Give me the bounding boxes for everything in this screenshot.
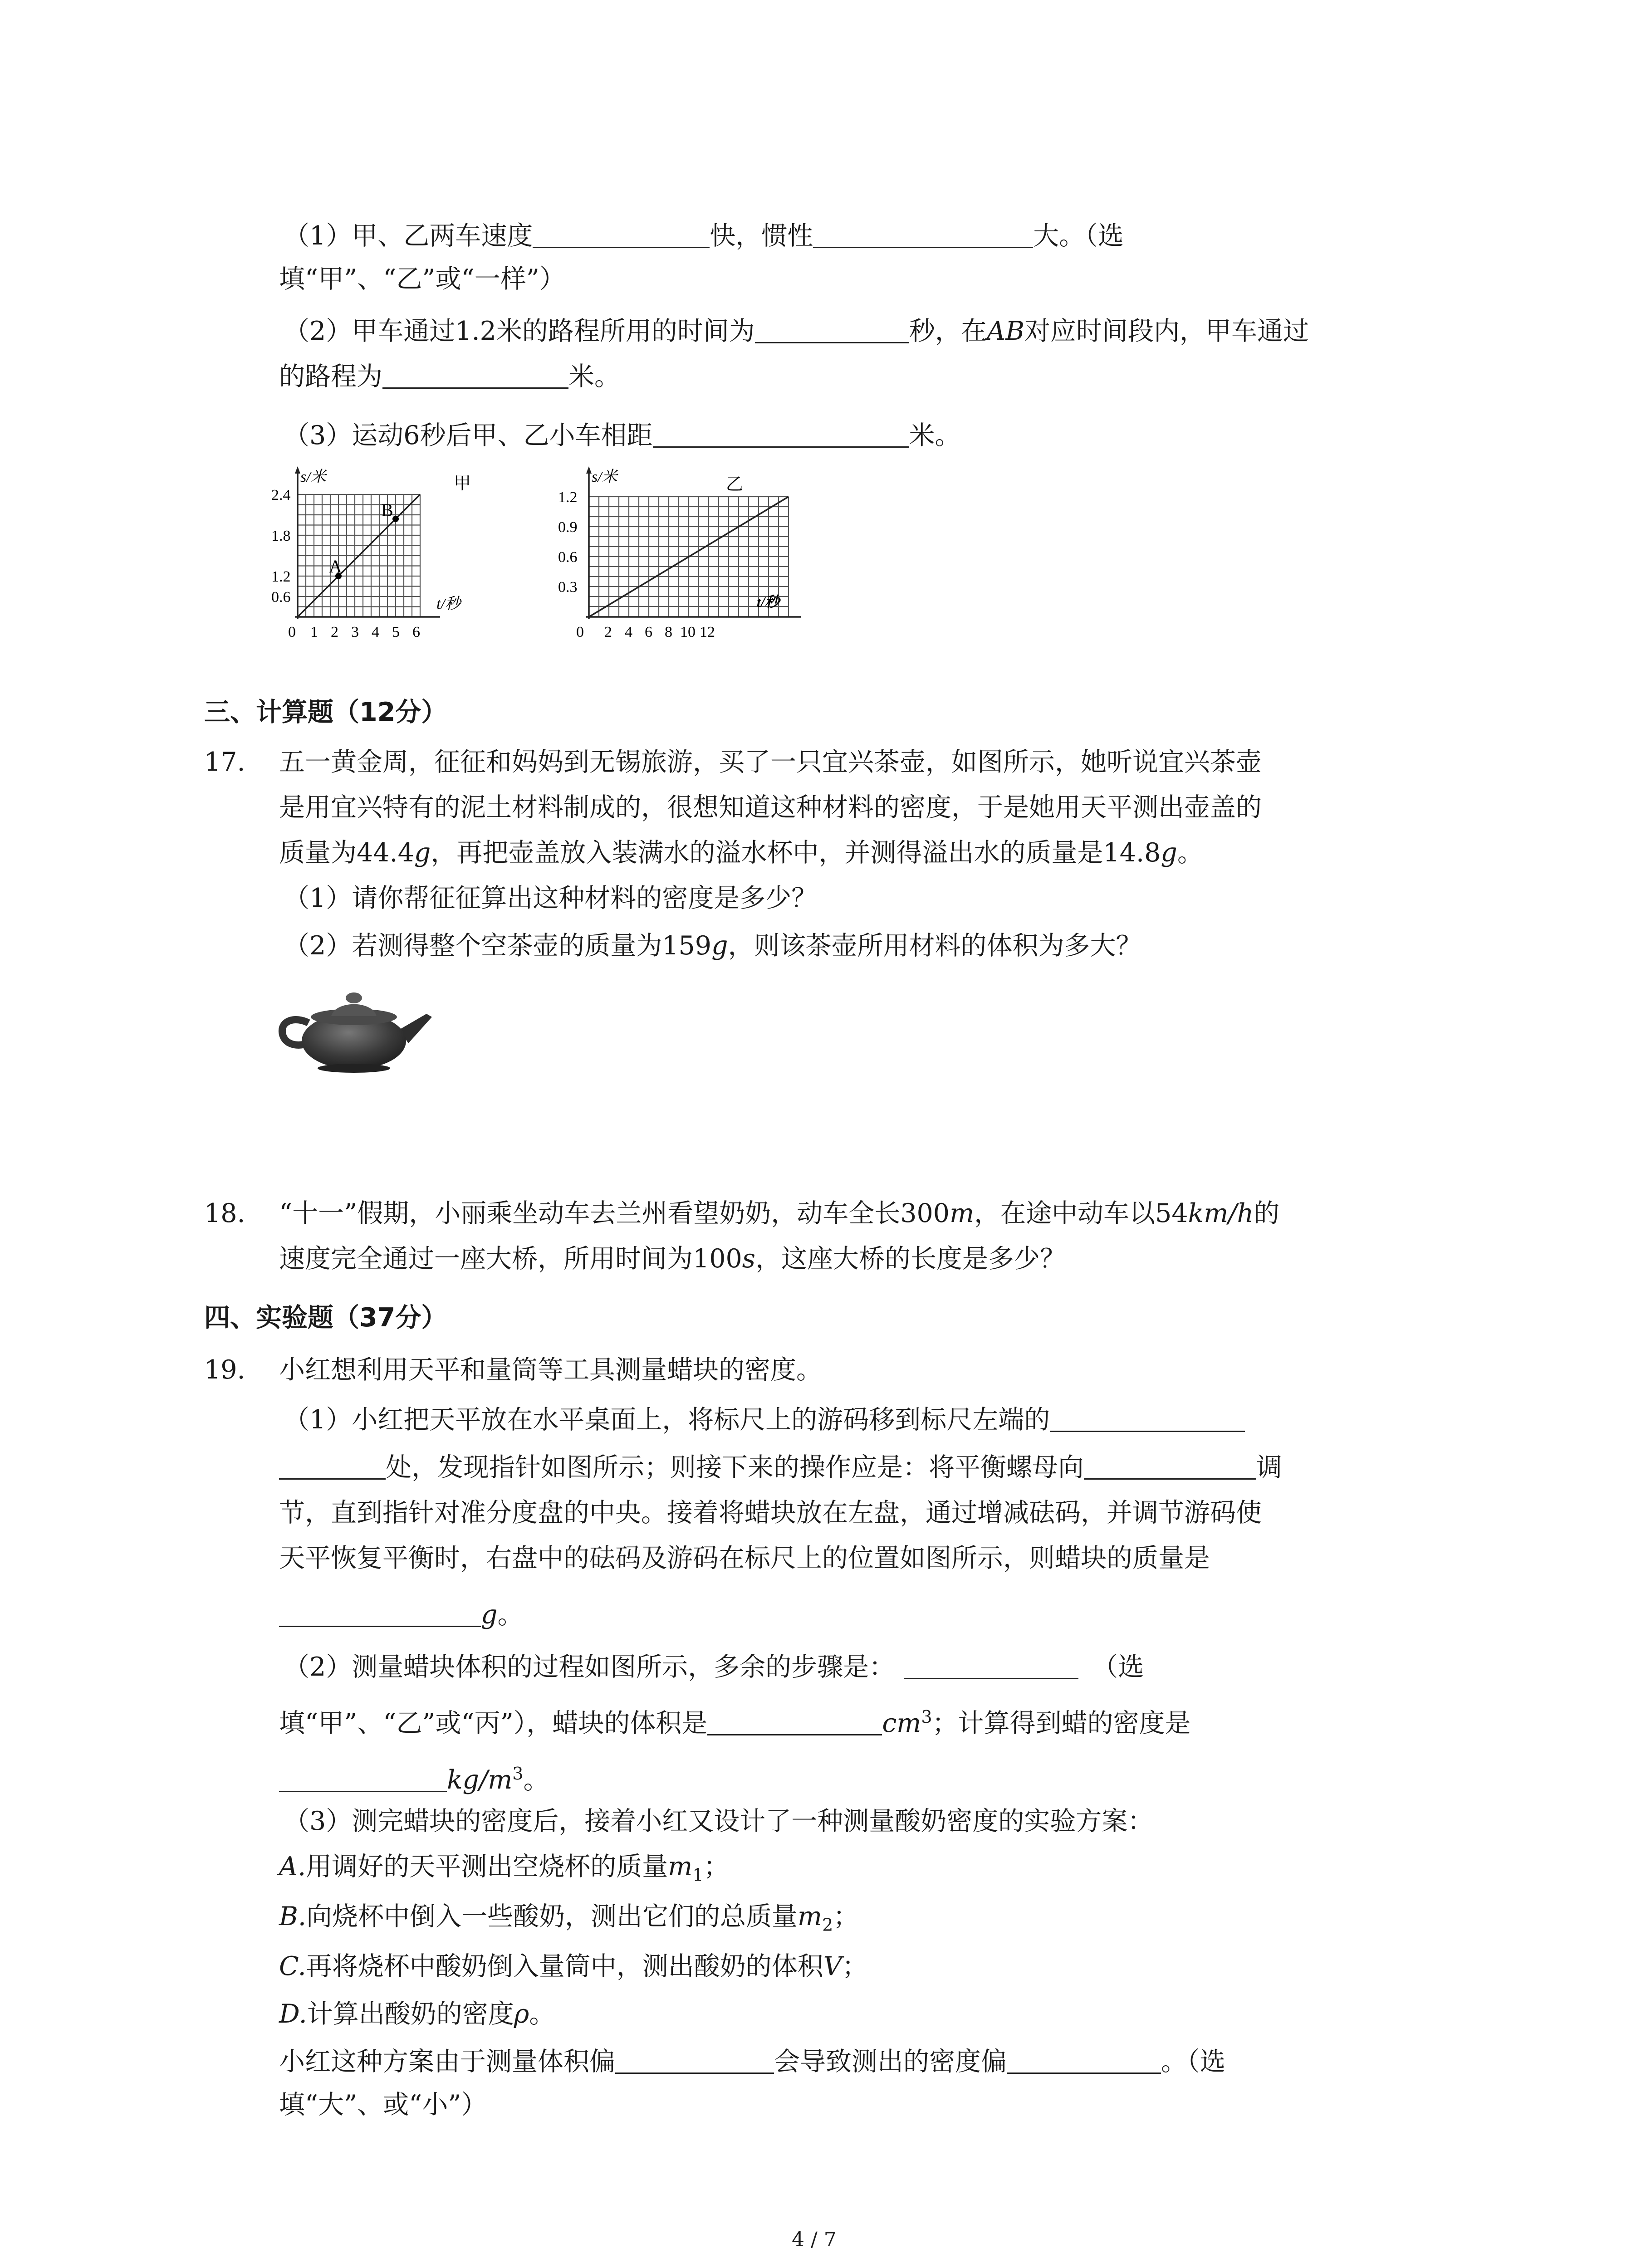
chart-jia-xtick: 2	[331, 624, 338, 640]
chart-jia-title: 甲	[454, 474, 471, 493]
blank-density-bias[interactable]	[1007, 2044, 1161, 2074]
section-title-experiment: 四、实验题（37分）	[204, 1303, 447, 1333]
blank-zero-mark-cont[interactable]	[279, 1450, 386, 1480]
chart-yi-ytick: 1.2	[558, 489, 578, 506]
q16-part2-line: （2）甲车通过1.2米的路程所用的时间为 秒，在AB对应时间段内，甲车通过	[284, 313, 1309, 349]
q19-part1-line5: g。	[279, 1597, 524, 1633]
q19-part1-line1: （1）小红把天平放在水平桌面上，将标尺上的游码移到标尺左端的	[284, 1402, 1245, 1438]
q17-number: 17.	[204, 747, 245, 777]
chart-yi	[554, 463, 808, 646]
blank-speed-faster[interactable]	[533, 219, 710, 248]
teapot-image	[277, 975, 440, 1075]
chart-jia-ytick: 1.2	[271, 568, 291, 585]
chart-jia-ytick: 2.4	[271, 487, 291, 503]
q17-line3: 质量为44.4g，再把壶盖放入装满水的溢水杯中，并测得溢出水的质量是14.8g。	[279, 838, 1203, 868]
chart-yi-xlabel: t/秒	[757, 594, 779, 610]
q19-intro: 小红想利用天平和量筒等工具测量蜡块的密度。	[279, 1355, 822, 1385]
q16-part1-line: （1）甲、乙两车速度 快，惯性 大。（选	[284, 218, 1124, 254]
blank-separation[interactable]	[653, 418, 909, 448]
q18-line1: “十一”假期，小丽乘坐动车去兰州看望奶奶，动车全长300m，在途中动车以54km/h的	[279, 1198, 1280, 1228]
chart-jia-xtick: 6	[412, 624, 420, 640]
blank-volume-bias[interactable]	[615, 2044, 774, 2074]
chart-yi-xtick: 0	[576, 624, 584, 640]
q18-number: 18.	[204, 1198, 245, 1228]
chart-yi-xtick: 4	[625, 624, 632, 640]
chart-jia-xtick: 1	[310, 624, 318, 640]
chart-jia-point-b	[392, 516, 399, 522]
chart-jia-y-arrow	[295, 466, 300, 474]
q19-step-c: C.再将烧杯中酸奶倒入量筒中，测出酸奶的体积V；	[279, 1951, 868, 1981]
chart-jia-xtick: 0	[288, 624, 296, 640]
q19-step-a: A.用调好的天平测出空烧杯的质量$m_1$；	[279, 1852, 730, 1885]
chart-yi-xtick: 6	[645, 624, 652, 640]
q19-step-d: D.计算出酸奶的密度ρ。	[279, 1999, 555, 2029]
q19-part1-line2: 处，发现指针如图所示；则接下来的操作应是：将平衡螺母向 调	[279, 1449, 1282, 1486]
chart-jia-label-b: B	[381, 500, 393, 520]
q19-number: 19.	[204, 1355, 245, 1385]
chart-yi-xtick: 12	[700, 624, 715, 640]
blank-extra-step[interactable]	[904, 1650, 1078, 1679]
q16-part2-line2: 的路程为 米。	[279, 358, 620, 395]
chart-jia-xlabel: t/秒	[436, 596, 460, 612]
q19-part3-line: （3）测完蜡块的密度后，接着小红又设计了一种测量酸奶密度的实验方案：	[284, 1806, 1154, 1836]
q19-part1-line4: 天平恢复平衡时，右盘中的砝码及游码在标尺上的位置如图所示，则蜡块的质量是	[279, 1543, 1210, 1573]
blank-distance-ab[interactable]	[382, 359, 568, 389]
chart-yi-ylabel: s/米	[592, 469, 617, 485]
q17-line1: 五一黄金周，征征和妈妈到无锡旅游，买了一只宜兴茶壶，如图所示，她听说宜兴茶壶	[279, 747, 1262, 777]
q17-sub1: （1）请你帮征征算出这种材料的密度是多少？	[284, 883, 818, 913]
q19-part1-line3: 节，直到指针对准分度盘的中央。接着将蜡块放在左盘，通过增减砝码，并调节游码使	[279, 1498, 1262, 1528]
q19-step-b: B.向烧杯中倒入一些酸奶，测出它们的总质量$m_2$；	[279, 1901, 859, 1935]
blank-wax-density[interactable]	[279, 1763, 447, 1792]
chart-jia	[268, 463, 495, 646]
q19-part2-line1: （2）测量蜡块体积的过程如图所示，多余的步骤是： （选	[284, 1649, 1144, 1685]
section-title-calc: 三、计算题（12分）	[204, 697, 447, 727]
blank-wax-mass[interactable]	[279, 1598, 481, 1627]
chart-jia-xtick: 4	[372, 624, 379, 640]
q17-sub2: （2）若测得整个空茶壶的质量为159g，则该茶壶所用材料的体积为多大？	[284, 931, 1142, 961]
chart-jia-ylabel: s/米	[300, 469, 326, 485]
blank-nut-direction[interactable]	[1084, 1450, 1256, 1480]
q16-part3-line: （3）运动6秒后甲、乙小车相距 米。	[284, 417, 961, 454]
chart-yi-xtick: 2	[604, 624, 612, 640]
blank-wax-volume[interactable]	[707, 1706, 882, 1735]
chart-yi-xtick: 10	[680, 624, 696, 640]
chart-jia-xtick: 5	[392, 624, 400, 640]
q16-part1-line2: 填“甲”、“乙”或“一样”）	[279, 264, 565, 294]
blank-inertia-larger[interactable]	[813, 219, 1033, 248]
q19-part2-line3: $kg/m^3$。	[279, 1755, 549, 1798]
chart-yi-ytick: 0.3	[558, 579, 578, 596]
chart-jia-label-a: A	[329, 556, 342, 577]
q18-line2: 速度完全通过一座大桥，所用时间为100s，这座大桥的长度是多少？	[279, 1244, 1066, 1274]
q17-line2: 是用宜兴特有的泥土材料制成的，很想知道这种材料的密度，于是她用天平测出壶盖的	[279, 792, 1262, 822]
chart-jia-ytick: 1.8	[271, 528, 291, 544]
page-number: 4 / 7	[792, 2228, 837, 2251]
q19-part2-line2: 填“甲”、“乙”或“丙”），蜡块的体积是 $cm^3$；计算得到蜡的密度是	[279, 1707, 1191, 1738]
blank-zero-mark[interactable]	[1050, 1403, 1245, 1432]
chart-yi-ytick: 0.6	[558, 549, 578, 566]
chart-yi-xtick: 8	[665, 624, 672, 640]
chart-yi-y-arrow	[586, 466, 592, 474]
chart-jia-ytick: 0.6	[271, 589, 291, 606]
chart-yi-ytick: 0.9	[558, 519, 578, 536]
blank-time-seconds[interactable]	[755, 314, 909, 343]
chart-yi-title: 乙	[726, 475, 744, 494]
q19-conclusion-line2: 填“大”、或“小”）	[279, 2090, 487, 2120]
chart-jia-xtick: 3	[351, 624, 359, 640]
q19-conclusion-line1: 小红这种方案由于测量体积偏 会导致测出的密度偏 。（选	[279, 2043, 1226, 2080]
